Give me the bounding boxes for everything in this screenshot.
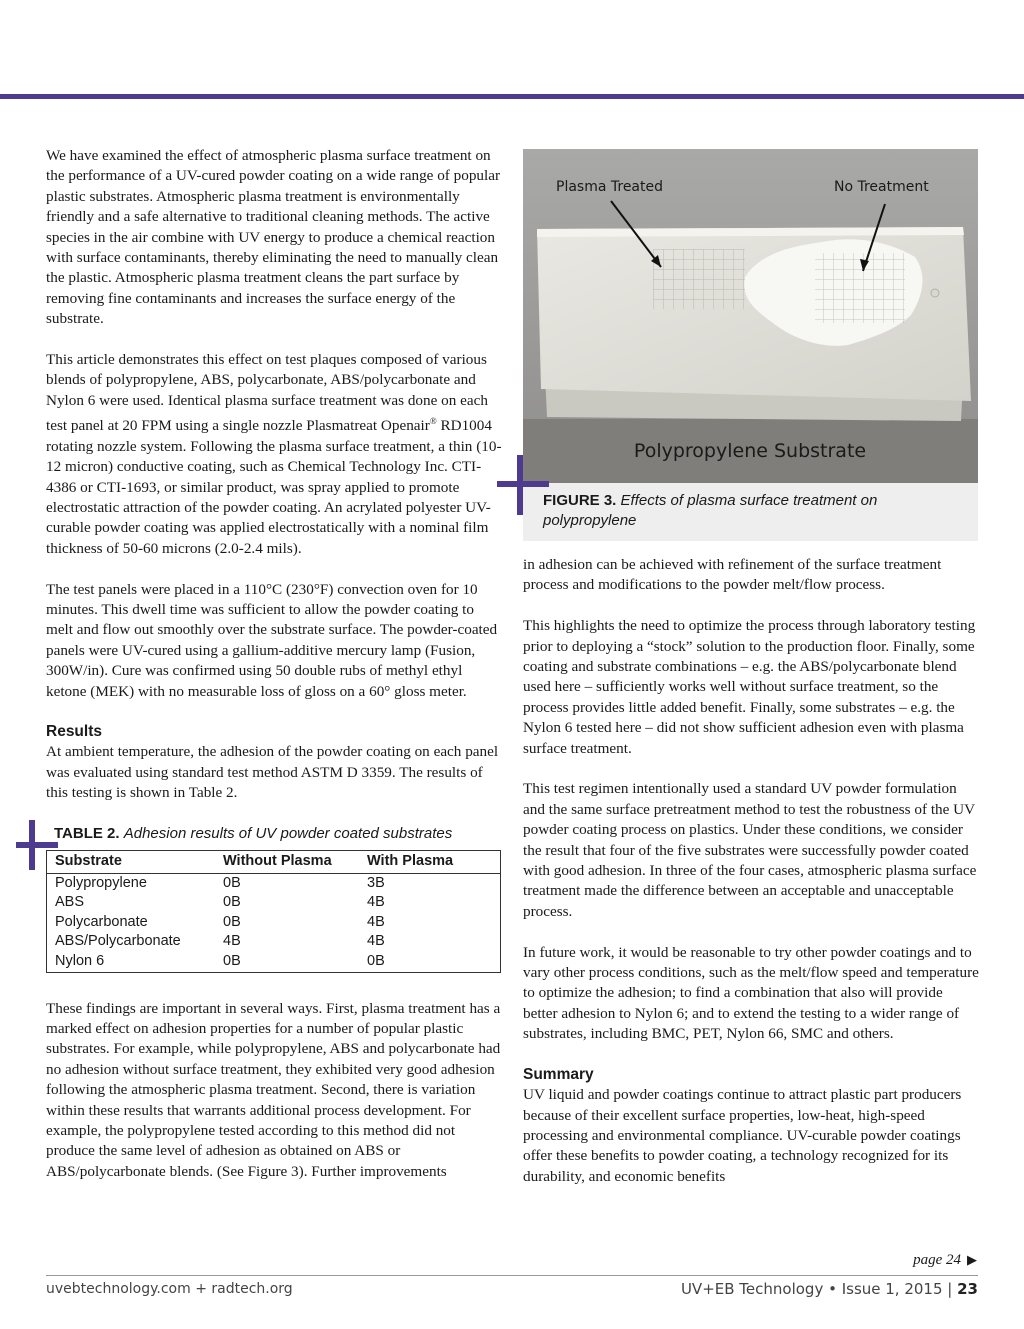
table-cell: Nylon 6 bbox=[55, 952, 105, 969]
table-header-row bbox=[47, 851, 501, 874]
table-cell: 0B bbox=[223, 874, 241, 891]
plus-ornament bbox=[16, 820, 66, 870]
table-cell: Polypropylene bbox=[55, 874, 147, 891]
body-paragraph: These findings are important in several ways. First, plasma treatment has a marked effect on adhesion properties for a number of popular plastic substrates. For example, while polypropylene, ABS and polycarbonate had no adhesion without surface treatment, they exhibited very good adhesion following the atmospheric plasma treatment. Second, there is variation within these results that warrants additional process development. For example, the polypropylene tested according to this method did not produce the same level of adhesion as obtained on ABS or ABS/polycarbonate blends. (See Figure 3). Further improvements bbox=[46, 999, 501, 1180]
body-paragraph: This highlights the need to optimize the process through laboratory testing prior to deploying a “stock” solution to the production floor. Finally, some coating and substrate combinations – e.g. the ABS/polycarbonate blend used here – sufficiently works well without surface treatment, so the process provides little added benefit. Finally, some substrates – e.g. the Nylon 6 tested here – did not show sufficient adhesion even with plasma surface treatment. bbox=[523, 617, 976, 757]
play-arrow-icon: ▶ bbox=[967, 1252, 977, 1267]
table-caption bbox=[46, 824, 502, 844]
table-cell: 0B bbox=[223, 913, 241, 930]
continued-link[interactable] bbox=[913, 1252, 977, 1269]
body-paragraph: In future work, it would be reasonable to try other powder coatings and to vary other process conditions, such as the melt/flow speed and temperature to optimize the adhesion; to find a combination that also will provide better adhesion to Nylon 6; and to extend the testing to a wider range of substrates, including BMC, PET, Nylon 66, SMC and others. bbox=[523, 943, 979, 1043]
table-row bbox=[47, 893, 501, 913]
body-paragraph: This test regimen intentionally used a standard UV powder formulation and the same surface pretreatment method to test the robustness of the UV powder coating process on plastics. Under these conditions, we consider the result that four of the five substrates were successfully powder coated with good adhesion. In three of the four cases, atmospheric plasma surface treatment made the difference between an acceptable and unacceptable process. bbox=[523, 780, 977, 920]
table-cell: Polycarbonate bbox=[55, 913, 148, 930]
figure-label-untreated: No Treatment bbox=[834, 179, 929, 195]
summary-heading: Summary bbox=[523, 1066, 594, 1084]
table-title: Adhesion results of UV powder coated substrates bbox=[123, 825, 453, 842]
body-paragraph: in adhesion can be achieved with refinement of the surface treatment process and modifications to the powder melt/flow process. bbox=[523, 556, 942, 594]
polypropylene-photo bbox=[523, 149, 978, 483]
footer-issue bbox=[681, 1280, 978, 1298]
right-column bbox=[523, 555, 979, 1187]
body-text: RD1004 rotating nozzle system. Following the plasma surface treatment, a thin (10-12 micron) conductive coating, such as Chemical Technology Inc. CTI-4386 or CTI-1693, or similar product, was spray applied to promote electrostatic attraction of the powder coating. An acrylated polyester UV-curable powder coating was applied electrostatically with a nominal film thickness of 50-60 microns (2.0-2.4 mils). bbox=[46, 417, 502, 557]
table-row bbox=[47, 932, 501, 952]
table-cell: 0B bbox=[223, 952, 241, 969]
table-row bbox=[47, 952, 501, 972]
body-text: This article demonstrates this effect on test plaques composed of various blends of polypropylene, ABS, polycarbonate, ABS/polycarbonate and Nylon 6 were used. Identical plasma surface treatment was done on each test panel at 20 FPM using a single nozzle Plasmatreat Openair bbox=[46, 351, 488, 435]
table-cell: 3B bbox=[367, 874, 385, 891]
table-cell: 4B bbox=[367, 894, 385, 911]
figure-caption bbox=[543, 491, 963, 531]
footer-rule bbox=[46, 1275, 978, 1276]
table-cell: 4B bbox=[367, 933, 385, 950]
registered-mark: ® bbox=[429, 416, 437, 427]
table-2 bbox=[46, 824, 502, 973]
figure-3 bbox=[523, 149, 978, 541]
footer-websites: uvebtechnology.com + radtech.org bbox=[46, 1281, 293, 1297]
results-heading: Results bbox=[46, 723, 102, 741]
adhesion-table bbox=[46, 850, 501, 973]
plus-ornament bbox=[497, 455, 549, 515]
figure-label-plasma: Plasma Treated bbox=[556, 179, 663, 195]
table-label: TABLE 2. bbox=[54, 825, 120, 842]
body-paragraph: At ambient temperature, the adhesion of the powder coating on each panel was evaluated using standard test method ASTM D 3359. The results of this testing is shown in Table 2. bbox=[46, 743, 499, 802]
table-cell: 0B bbox=[367, 952, 385, 969]
body-paragraph: UV liquid and powder coatings continue to attract plastic part producers because of their excellent surface properties, low-heat, high-speed processing and environmental compliance. UV-curable powder coatings offer these benefits to powder coating, a technology recognized for its durability, and economic benefits bbox=[523, 1086, 962, 1185]
issue-info: UV+EB Technology • Issue 1, 2015 | bbox=[680, 1280, 953, 1298]
table-cell: 4B bbox=[223, 933, 241, 950]
figure-caption-text: Effects of plasma surface treatment on polypropylene bbox=[543, 492, 878, 529]
body-paragraph: The test panels were placed in a 110°C (230°F) convection oven for 10 minutes. This dwell time was sufficient to allow the powder coating to melt and flow out smoothly over the substrate surface. The powder-coated panels were UV-cured using a gallium-additive mercury lamp (Fusion, 300W/in). Cure was confirmed using 50 double rubs of methyl ethyl ketone (MEK) with no measurable loss of gloss on a 60° gloss meter. bbox=[46, 580, 498, 700]
table-row bbox=[47, 873, 501, 893]
table-cell: ABS bbox=[55, 894, 85, 911]
page-number: 23 bbox=[957, 1280, 978, 1298]
left-column bbox=[46, 146, 502, 1182]
continued-text: page 24 bbox=[913, 1252, 961, 1268]
table-row bbox=[47, 913, 501, 933]
header-rule bbox=[0, 94, 1024, 99]
table-cell: 4B bbox=[367, 913, 385, 930]
table-cell: 0B bbox=[223, 894, 241, 911]
body-paragraph: We have examined the effect of atmospheric plasma surface treatment on the performance of a UV-cured powder coating on a wide range of popular plastic substrates. Atmospheric plasma treatment is environmentally friendly and a safe alternative to traditional cleaning methods. The active species in the air combine with UV energy to produce a chemical reaction with surface contaminants, thereby eliminating the need to manually clean the plastic. Atmospheric plasma treatment cleans the part surface by removing fine contaminants and increases the surface energy of the substrate. bbox=[46, 147, 501, 328]
figure-substrate-label: Polypropylene Substrate bbox=[633, 440, 867, 462]
column-header: Without Plasma bbox=[215, 851, 359, 874]
column-header: Substrate bbox=[47, 851, 216, 874]
table-cell: ABS/Polycarbonate bbox=[55, 933, 181, 950]
body-paragraph bbox=[46, 350, 502, 559]
column-header: With Plasma bbox=[359, 851, 501, 874]
figure-label: FIGURE 3. bbox=[543, 492, 617, 509]
